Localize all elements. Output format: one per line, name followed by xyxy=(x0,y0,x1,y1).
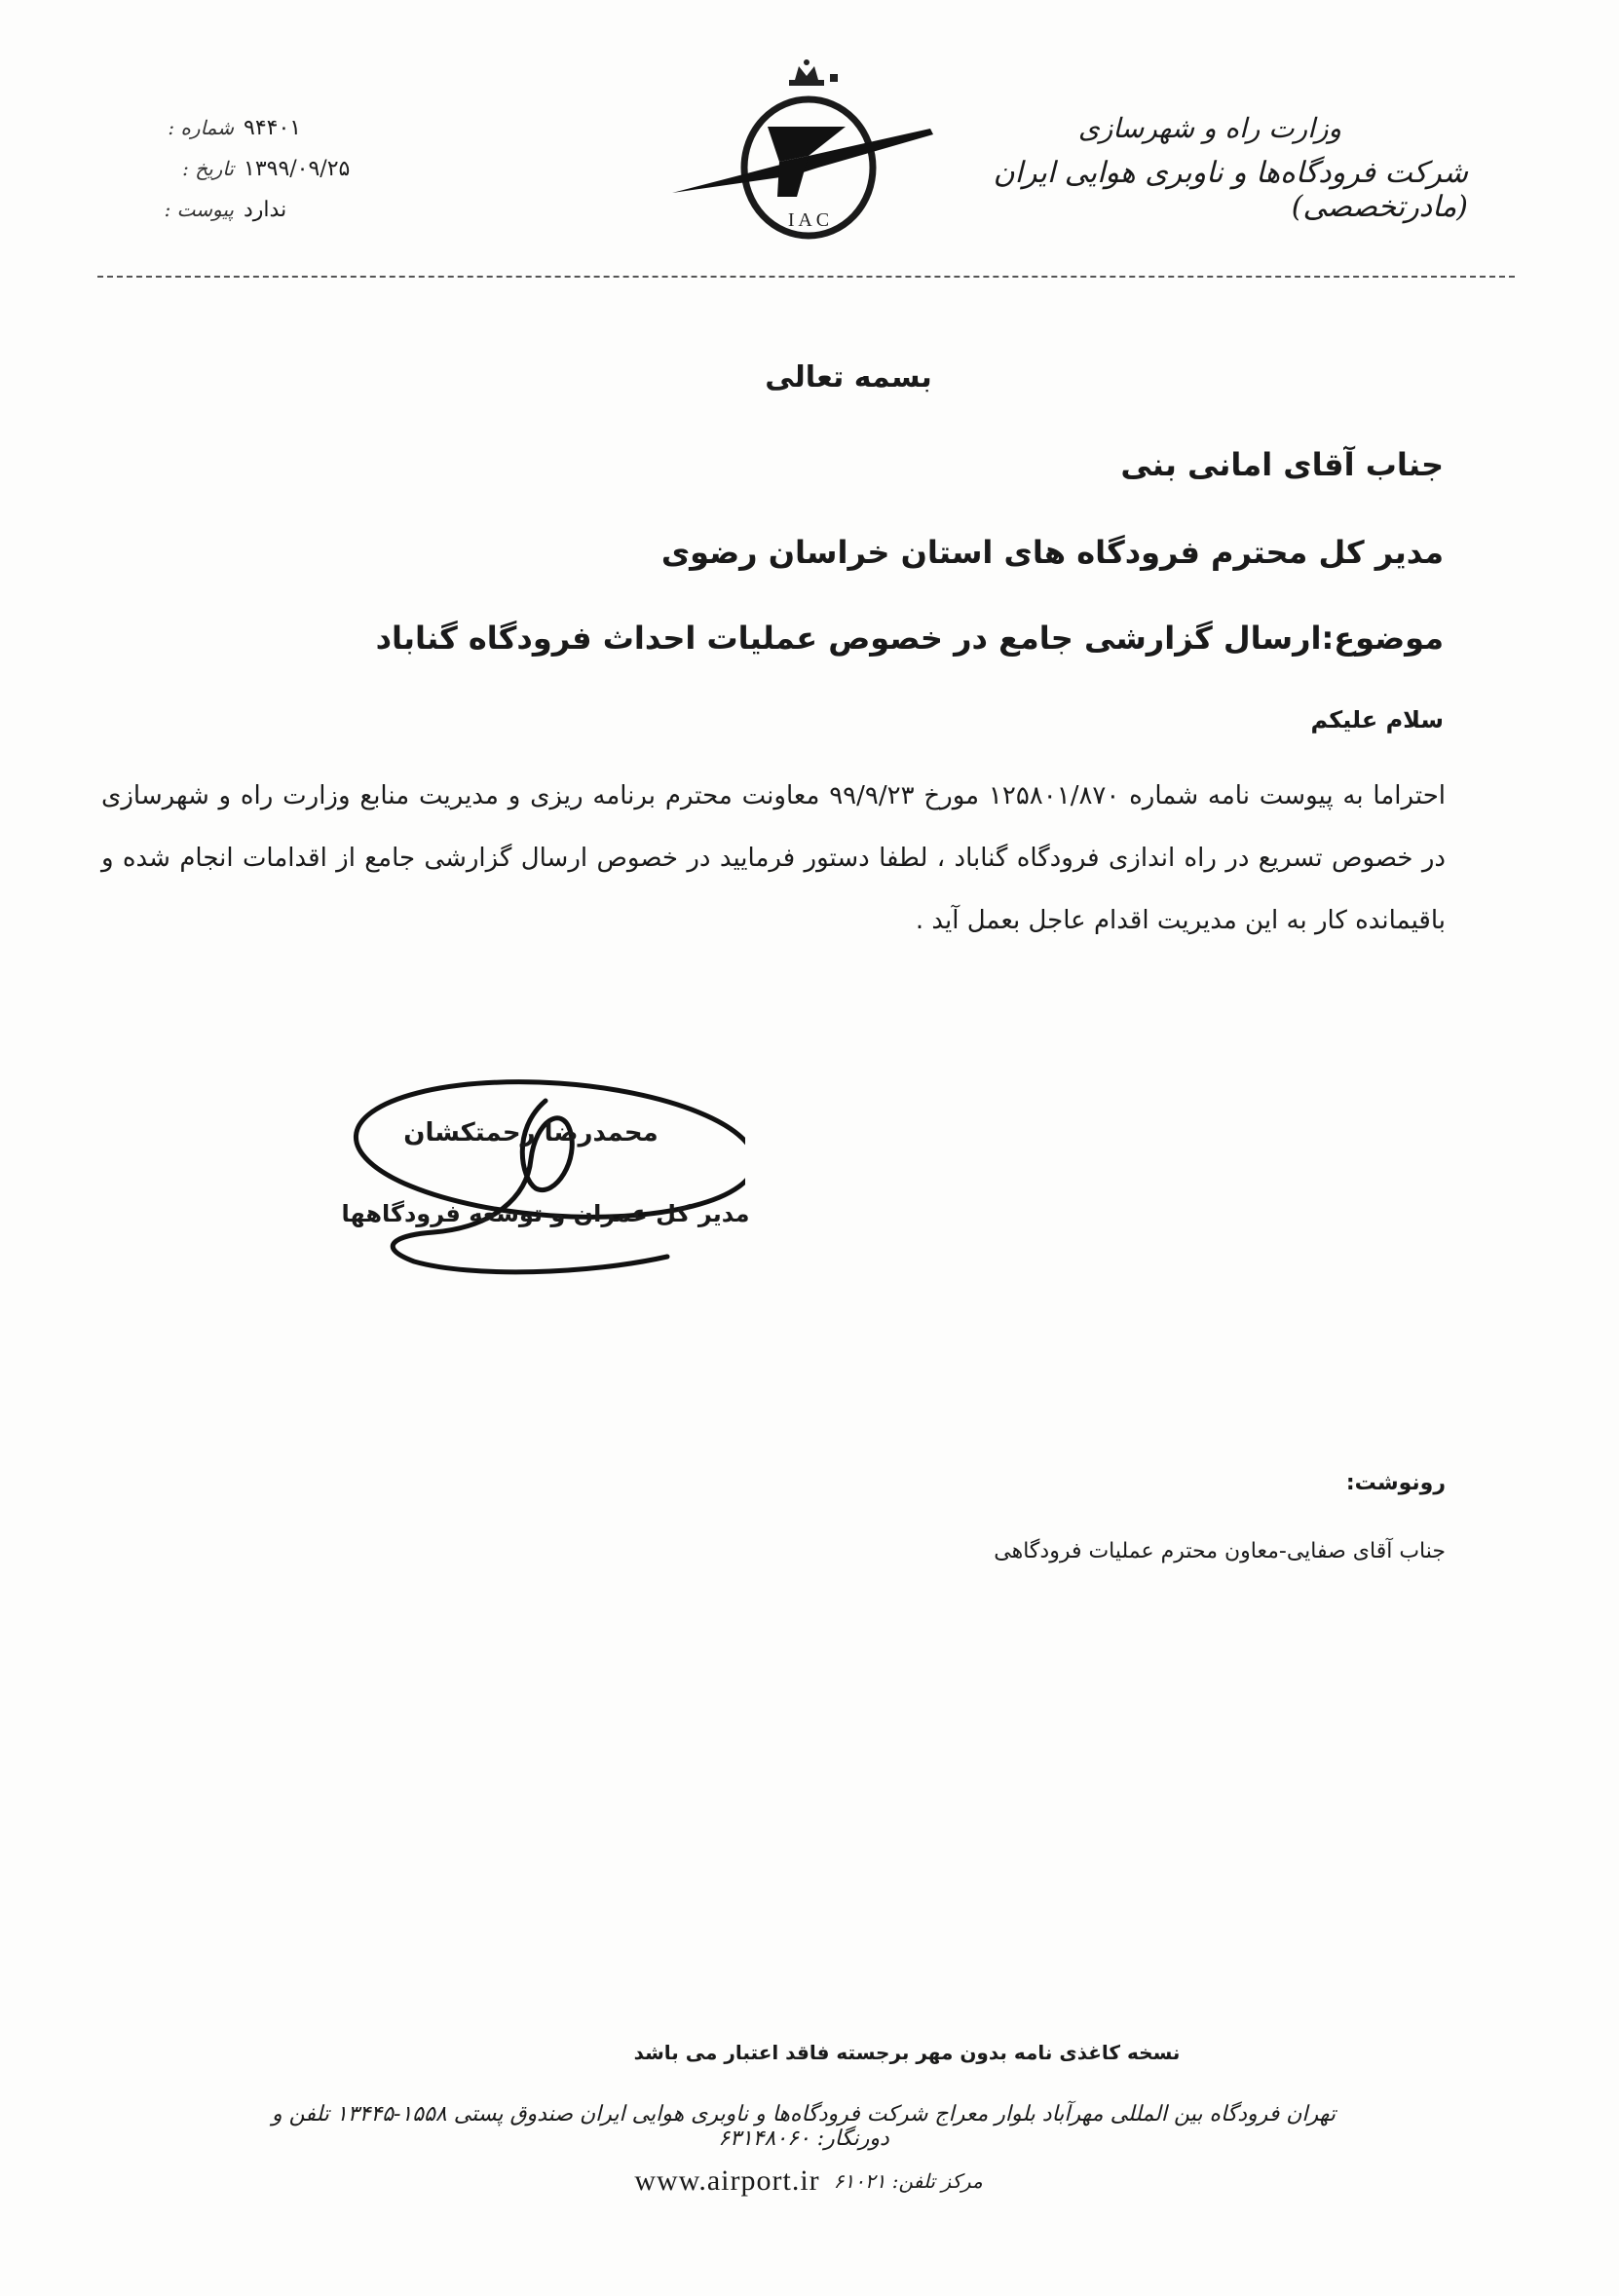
meta-number xyxy=(156,107,448,148)
letter-meta xyxy=(156,107,448,230)
letter-body: احتراما به پیوست نامه شماره ۱۲۵۸۰۱/۸۷۰ مورخ ۹۹/۹/۲۳ معاونت محترم برنامه ریزی و مدیریت منابع وزارت راه و شهرسازی در خصوص تسریع در راه اندازی فرودگاه گناباد ، لطفا دستور فرمایید در خصوص ارسال گزارشی جامع از اقدامات انجام شده و باقیمانده کار به این مدیریت اقدام عاجل بعمل آید . xyxy=(101,781,1446,935)
company-name: شرکت فرودگاه‌ها و ناوبری هوایی ایران (مادرتخصصی) xyxy=(993,156,1468,224)
handwritten-signature xyxy=(336,1062,745,1286)
greeting: سلام علیکم xyxy=(1310,706,1444,734)
meta-date xyxy=(156,148,448,189)
footer-address: تهران فرودگاه بین المللی مهرآباد بلوار معراج شرکت فرودگاه‌ها و ناوبری هوایی ایران صندوق پستی ۱۵۵۸-۱۳۴۴۵ تلفن و دورنگار: ۶۳۱۴۸۰۶۰ xyxy=(272,2102,1336,2151)
organization-header xyxy=(961,112,1468,224)
meta-attachment xyxy=(156,189,448,230)
ministry-name: وزارت راه و شهرسازی xyxy=(1077,112,1341,144)
signatory-name: محمدرضا رحمتکشان xyxy=(403,1118,659,1148)
svg-text:I A C: I A C xyxy=(787,209,830,231)
footer-note: نسخه کاغذی نامه بدون مهر برجسته فاقد اعتبار می باشد xyxy=(633,2041,1181,2064)
attachment-label: پیوست : xyxy=(164,198,234,221)
iac-logo xyxy=(662,58,945,244)
number-label: شماره : xyxy=(168,116,234,139)
blessing-heading: بسمه تعالی xyxy=(765,360,932,395)
footer-contact xyxy=(584,2164,1033,2198)
number-value: ۹۴۴۰۱ xyxy=(244,115,302,140)
signatory-title: مدیر کل عمران و توسعه فرودگاهها xyxy=(341,1200,750,1227)
cc-recipient: جناب آقای صفایی-معاون محترم عملیات فرودگاهی xyxy=(994,1539,1446,1563)
footer-phone: مرکز تلفن: ۶۱۰۲۱ xyxy=(833,2169,983,2193)
recipient-name: جناب آقای امانی بنی xyxy=(1120,446,1444,483)
date-value: ۱۳۹۹/۰۹/۲۵ xyxy=(244,156,351,181)
letter-subject: موضوع:ارسال گزارشی جامع در خصوص عملیات احداث فرودگاه گناباد xyxy=(375,620,1444,657)
date-label: تاریخ : xyxy=(182,157,234,180)
cc-label: رونوشت: xyxy=(1345,1471,1446,1495)
airplane-logo-icon xyxy=(662,58,945,244)
header-divider xyxy=(97,276,1515,278)
attachment-value: ندارد xyxy=(244,197,287,222)
recipient-title: مدیر کل محترم فرودگاه های استان خراسان رضوی xyxy=(660,534,1444,571)
website-link[interactable]: www.airport.ir xyxy=(634,2164,820,2197)
